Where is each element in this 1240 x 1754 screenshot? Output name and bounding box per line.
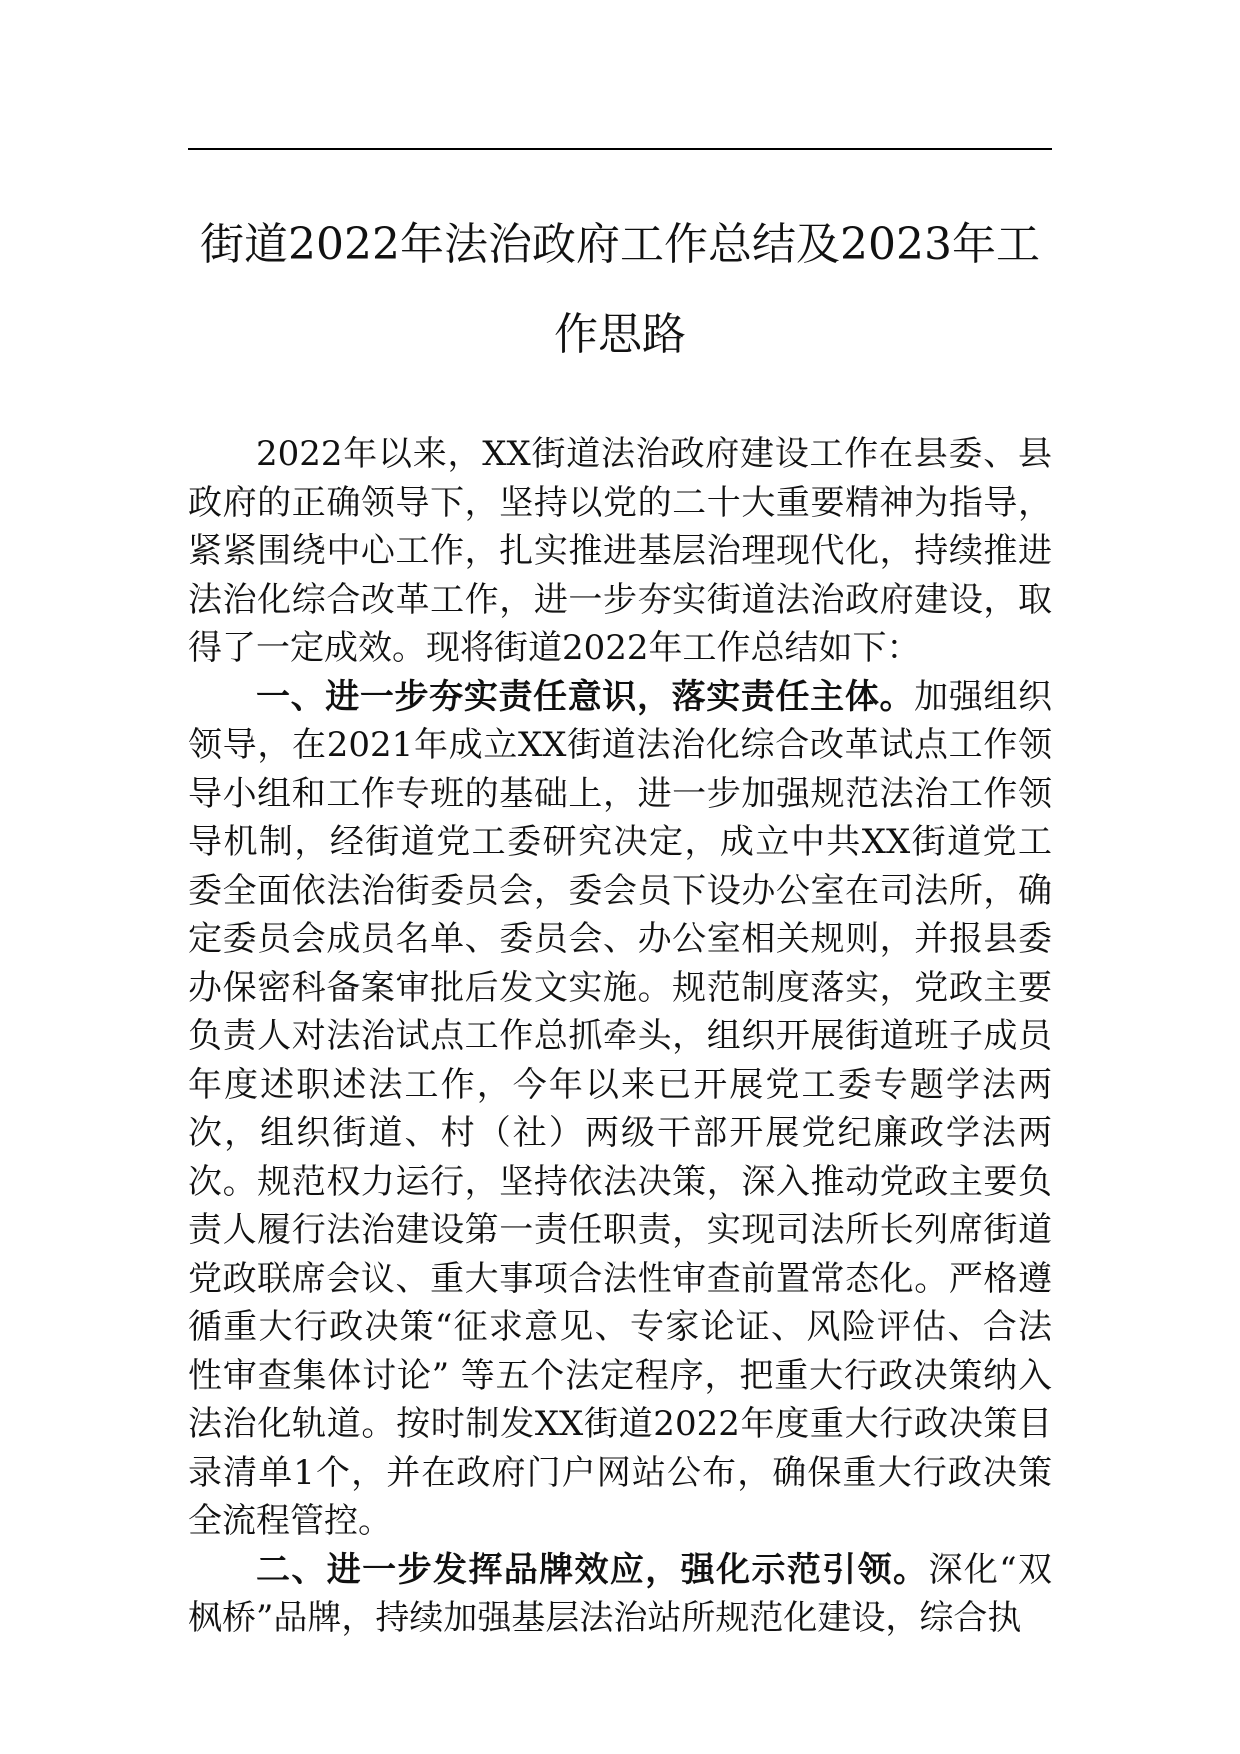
section-2-text: 深化“双枫桥”品牌，持续加强基层法治站所规范化建设，综合执: [188, 1549, 1052, 1638]
section-1-text: 加强组织领导，在2021年成立XX街道法治化综合改革试点工作领导小组和工作专班的基础上，进一步加强规范法治工作领导机制，经街道党工委研究决定，成立中共XX街道党工委全面依法治街委员会，委会员下设办公室在司法所，确定委员会成员名单、委员会、办公室相关规则，并报县委办保密科备案审批后发文实施。规范制度落实，党政主要负责人对法治试点工作总抓牵头，组织开展街道班子成员年度述职述法工作，今年以来已开展党工委专题学法两次，组织街道、村（社）两级干部开展党纪廉政学法两次。规范权力运行，坚持依法决策，深入推动党政主要负责人履行法治建设第一责任职责，实现司法所长列席街道党政联席会议、重大事项合法性审查前置常态化。严格遵循重大行政决策“征求意见、专家论证、风险评估、合法性审查集体讨论” 等五个法定程序，把重大行政决策纳入法治化轨道。按时制发XX街道2022年度重大行政决策目录清单1个，并在政府门户网站公布，确保重大行政决策全流程管控。: [188, 676, 1053, 1541]
title-line-1: 街道2022年法治政府工作总结及2023年工: [200, 219, 1040, 270]
document-title: [188, 200, 1052, 380]
document-body: [188, 430, 1052, 1643]
section-1-heading: 一、进一步夯实责任意识，落实责任主体。: [256, 676, 915, 717]
title-line-2: 作思路: [554, 309, 686, 360]
section-2-paragraph: [188, 1546, 1052, 1643]
intro-paragraph: [188, 430, 1052, 673]
section-1-paragraph: [188, 673, 1052, 1546]
section-2-heading: 二、进一步发挥品牌效应，强化示范引领。: [256, 1549, 929, 1590]
paragraph-text: 2022年以来，XX街道法治政府建设工作在县委、县政府的正确领导下，坚持以党的二十大重要精神为指导，紧紧围绕中心工作，扎实推进基层治理现代化，持续推进法治化综合改革工作，进一步夯实街道法治政府建设，取得了一定成效。现将街道2022年工作总结如下：: [188, 434, 1052, 668]
header-rule: [188, 148, 1052, 150]
